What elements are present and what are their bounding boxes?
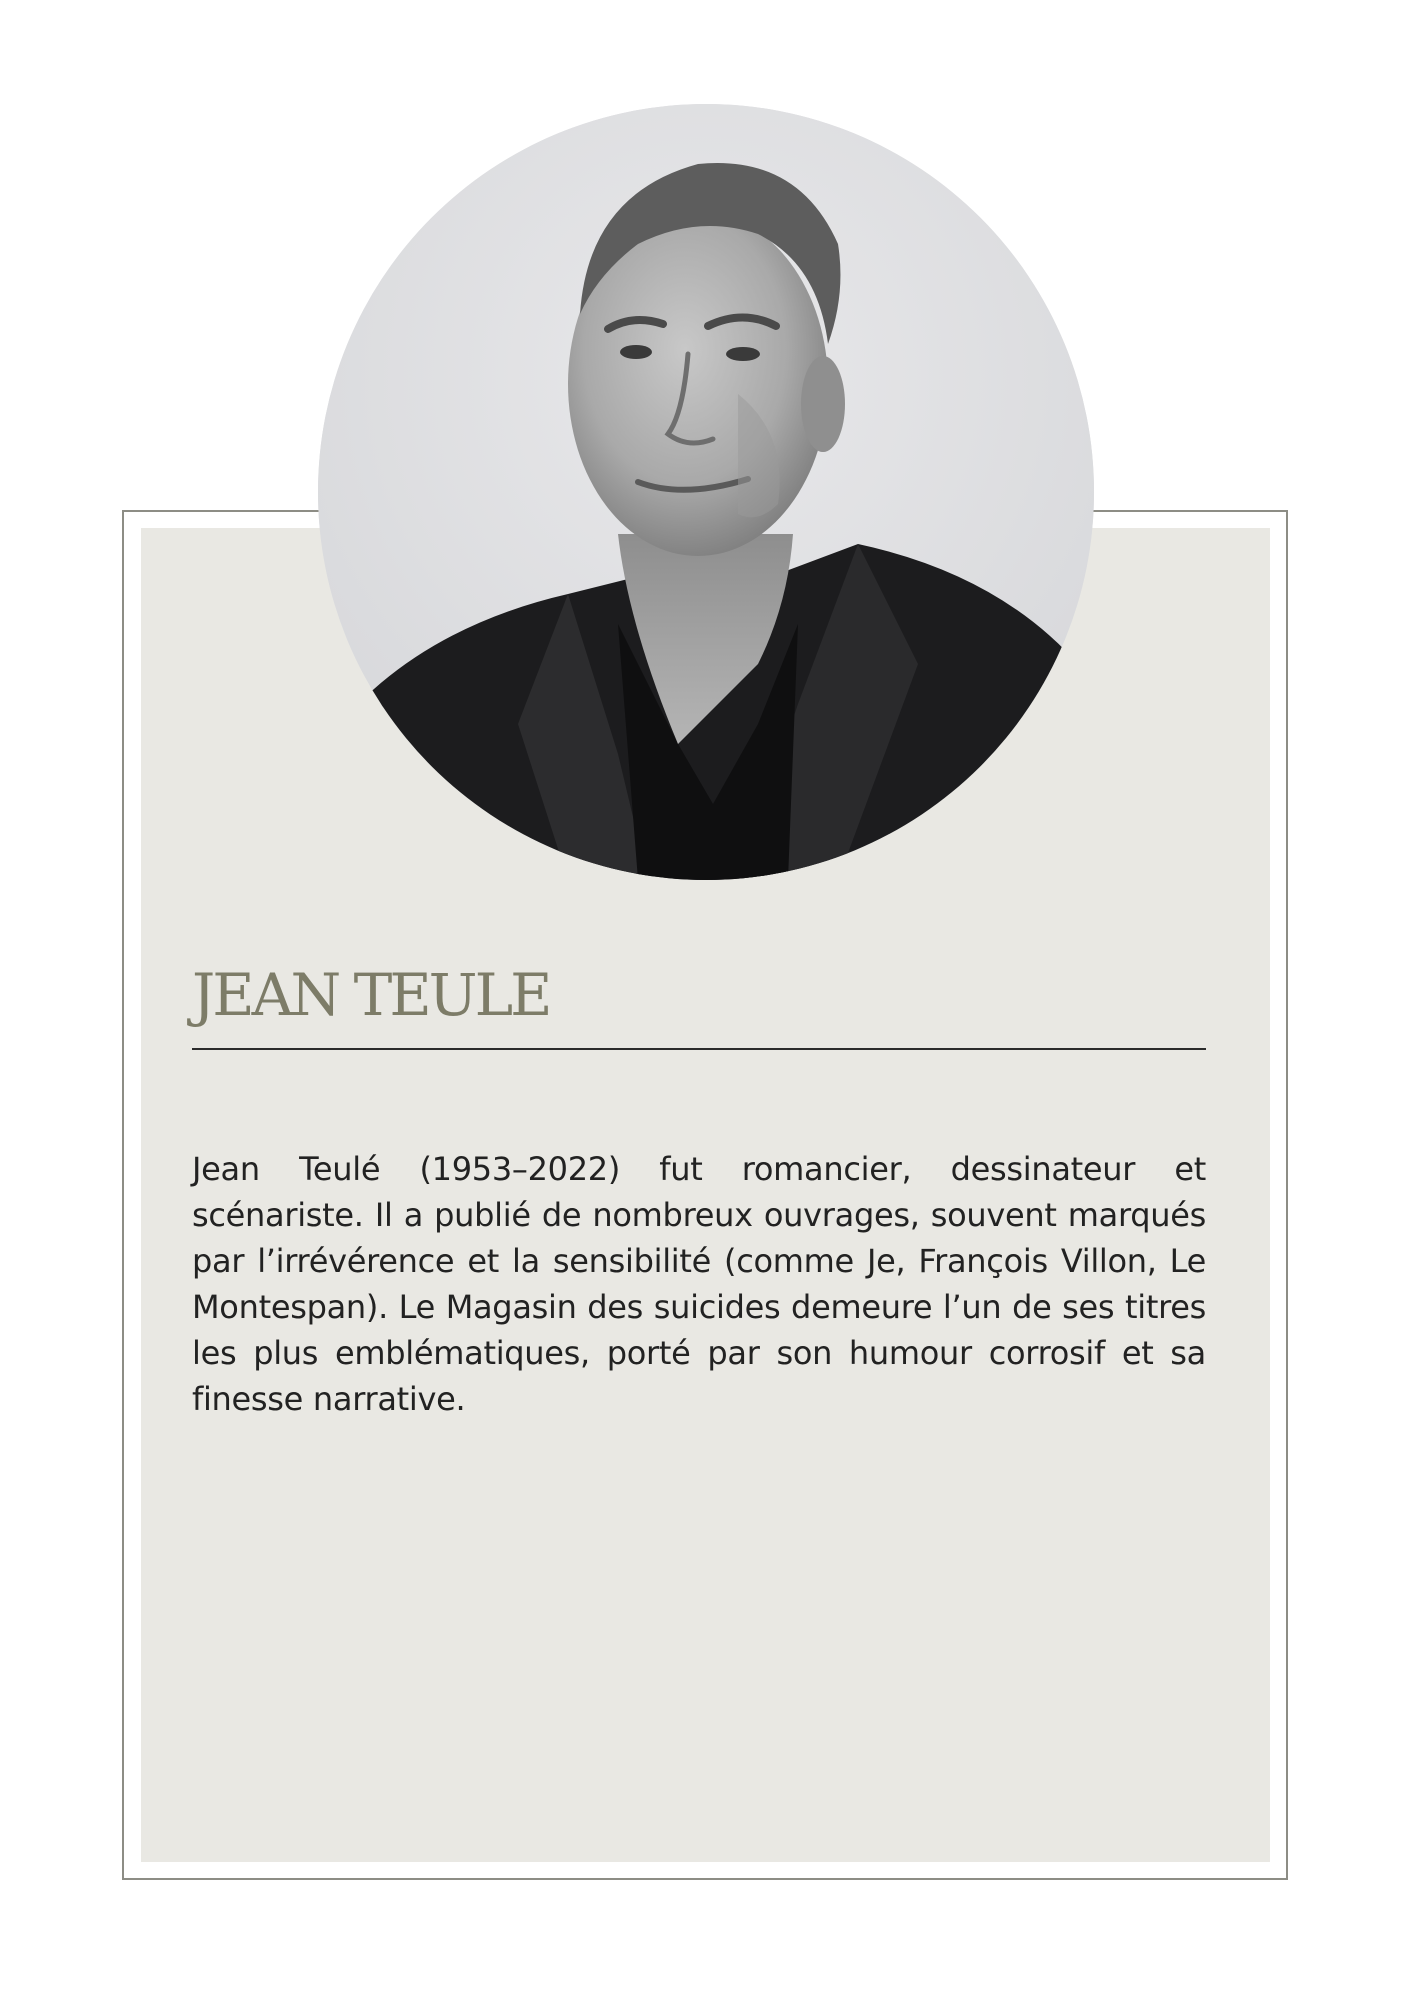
author-bio: Jean Teulé (1953–2022) fut romancier, dessinateur et scénariste. Il a publié de nombreux ouvrages, souvent marqués par l’irrévérence et la sensibilité (comme Je, François Villon, Le Montespan). Le Magasin des suicides demeure l’un de ses titres les plus emblématiques, porté par son humour corrosif et sa finesse narrative. [192, 1150, 1206, 1418]
divider-line [192, 1048, 1206, 1050]
portrait-photo [318, 104, 1094, 880]
author-name: JEAN TEULE [192, 961, 550, 1029]
author-portrait [318, 104, 1094, 880]
